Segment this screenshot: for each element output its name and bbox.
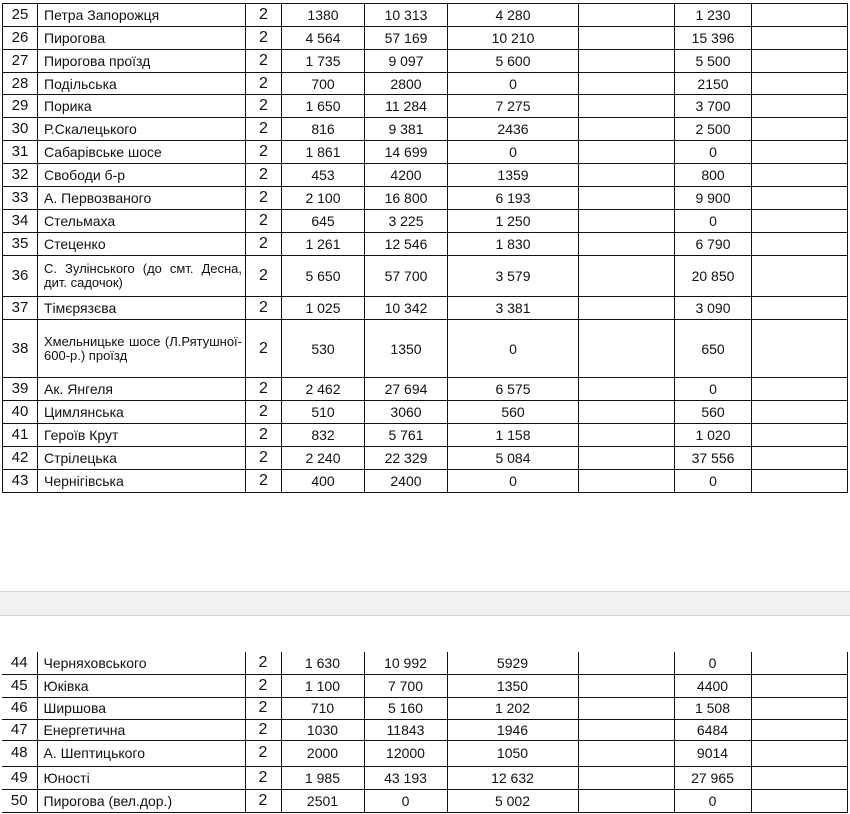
value-cell-1: 2000 bbox=[281, 740, 364, 766]
row-number-cell: 40 bbox=[3, 401, 38, 424]
value-cell-5: 0 bbox=[675, 141, 752, 164]
value-cell-2: 4200 bbox=[365, 164, 448, 187]
value-cell-6 bbox=[752, 297, 848, 320]
value-cell-5: 27 965 bbox=[674, 766, 751, 789]
value-cell-1: 4 564 bbox=[282, 27, 365, 50]
value-cell-3: 0 bbox=[448, 73, 579, 95]
page-break-separator bbox=[0, 591, 850, 616]
street-name-cell: Ак. Янгеля bbox=[38, 378, 246, 401]
value-cell-3: 5 084 bbox=[448, 447, 579, 470]
value-cell-6 bbox=[752, 424, 848, 447]
lanes-cell: 2 bbox=[246, 164, 282, 187]
value-cell-6 bbox=[751, 789, 847, 812]
value-cell-2: 11843 bbox=[364, 719, 447, 740]
lanes-cell: 2 bbox=[246, 378, 282, 401]
streets-table-part-2 bbox=[2, 652, 848, 813]
row-number-cell: 33 bbox=[3, 187, 38, 210]
row-number-cell: 36 bbox=[3, 256, 38, 297]
value-cell-4 bbox=[579, 50, 675, 73]
value-cell-2: 14 699 bbox=[365, 141, 448, 164]
row-number-cell: 37 bbox=[3, 297, 38, 320]
lanes-cell: 2 bbox=[246, 297, 282, 320]
street-name-cell: Пирогова bbox=[38, 27, 246, 50]
value-cell-5: 6 790 bbox=[675, 233, 752, 256]
street-name-cell: Цимлянська bbox=[38, 401, 246, 424]
row-number-cell: 50 bbox=[2, 789, 37, 812]
value-cell-2: 3 225 bbox=[365, 210, 448, 233]
value-cell-1: 1 861 bbox=[282, 141, 365, 164]
table-row bbox=[3, 378, 848, 401]
value-cell-2: 2400 bbox=[365, 470, 448, 493]
row-number-cell: 48 bbox=[2, 740, 37, 766]
lanes-cell: 2 bbox=[245, 740, 281, 766]
table-row bbox=[3, 50, 848, 73]
table-row bbox=[3, 187, 848, 210]
value-cell-3: 1050 bbox=[447, 740, 578, 766]
value-cell-4 bbox=[578, 697, 674, 719]
value-cell-1: 1 985 bbox=[281, 766, 364, 789]
value-cell-5: 15 396 bbox=[675, 27, 752, 50]
row-number-cell: 47 bbox=[2, 719, 37, 740]
table-row bbox=[3, 27, 848, 50]
value-cell-6 bbox=[752, 4, 848, 27]
value-cell-6 bbox=[751, 719, 847, 740]
row-number-cell: 25 bbox=[3, 4, 38, 27]
value-cell-3: 1 250 bbox=[448, 210, 579, 233]
value-cell-4 bbox=[579, 470, 675, 493]
value-cell-1: 1 630 bbox=[281, 652, 364, 674]
value-cell-4 bbox=[578, 719, 674, 740]
value-cell-4 bbox=[579, 27, 675, 50]
value-cell-3: 12 632 bbox=[447, 766, 578, 789]
street-name-cell: Пирогова (вел.дор.) bbox=[37, 789, 245, 812]
value-cell-6 bbox=[752, 320, 848, 378]
value-cell-2: 7 700 bbox=[364, 674, 447, 697]
value-cell-3: 0 bbox=[448, 320, 579, 378]
value-cell-6 bbox=[752, 210, 848, 233]
value-cell-6 bbox=[751, 740, 847, 766]
row-number-cell: 34 bbox=[3, 210, 38, 233]
table-row bbox=[2, 674, 847, 697]
row-number-cell: 46 bbox=[2, 697, 37, 719]
table-row bbox=[3, 95, 848, 118]
value-cell-4 bbox=[579, 401, 675, 424]
street-name-cell: Пирогова проїзд bbox=[38, 50, 246, 73]
value-cell-1: 2501 bbox=[281, 789, 364, 812]
value-cell-1: 710 bbox=[281, 697, 364, 719]
lanes-cell: 2 bbox=[245, 697, 281, 719]
value-cell-4 bbox=[579, 73, 675, 95]
lanes-cell: 2 bbox=[246, 210, 282, 233]
value-cell-1: 5 650 bbox=[282, 256, 365, 297]
value-cell-3: 0 bbox=[448, 141, 579, 164]
lanes-cell: 2 bbox=[245, 766, 281, 789]
row-number-cell: 41 bbox=[3, 424, 38, 447]
value-cell-1: 1 650 bbox=[282, 95, 365, 118]
value-cell-2: 9 381 bbox=[365, 118, 448, 141]
street-name-cell: Петра Запорожця bbox=[38, 4, 246, 27]
value-cell-2: 27 694 bbox=[365, 378, 448, 401]
value-cell-3: 1359 bbox=[448, 164, 579, 187]
value-cell-3: 6 193 bbox=[448, 187, 579, 210]
table-row bbox=[3, 447, 848, 470]
table-row bbox=[3, 424, 848, 447]
value-cell-5: 4400 bbox=[674, 674, 751, 697]
row-number-cell: 26 bbox=[3, 27, 38, 50]
value-cell-1: 400 bbox=[282, 470, 365, 493]
street-name-cell: Стеценко bbox=[38, 233, 246, 256]
row-number-cell: 28 bbox=[3, 73, 38, 95]
value-cell-5: 9 900 bbox=[675, 187, 752, 210]
street-name-cell: Тімєрязєва bbox=[38, 297, 246, 320]
value-cell-1: 700 bbox=[282, 73, 365, 95]
value-cell-6 bbox=[751, 674, 847, 697]
row-number-cell: 32 bbox=[3, 164, 38, 187]
lanes-cell: 2 bbox=[246, 187, 282, 210]
street-name-cell: Свободи б-р bbox=[38, 164, 246, 187]
value-cell-1: 1 100 bbox=[281, 674, 364, 697]
value-cell-5: 5 500 bbox=[675, 50, 752, 73]
street-name-cell: Юності bbox=[37, 766, 245, 789]
lanes-cell: 2 bbox=[246, 73, 282, 95]
lanes-cell: 2 bbox=[246, 233, 282, 256]
value-cell-6 bbox=[752, 27, 848, 50]
lanes-cell: 2 bbox=[246, 401, 282, 424]
value-cell-2: 22 329 bbox=[365, 447, 448, 470]
value-cell-1: 510 bbox=[282, 401, 365, 424]
value-cell-4 bbox=[578, 740, 674, 766]
value-cell-5: 6484 bbox=[674, 719, 751, 740]
street-name-cell: Черняховського bbox=[37, 652, 245, 674]
value-cell-6 bbox=[751, 766, 847, 789]
lanes-cell: 2 bbox=[246, 95, 282, 118]
street-name-cell: Стельмаха bbox=[38, 210, 246, 233]
lanes-cell: 2 bbox=[246, 27, 282, 50]
value-cell-2: 12000 bbox=[364, 740, 447, 766]
value-cell-4 bbox=[578, 674, 674, 697]
value-cell-2: 3060 bbox=[365, 401, 448, 424]
value-cell-2: 57 169 bbox=[365, 27, 448, 50]
value-cell-6 bbox=[752, 256, 848, 297]
row-number-cell: 31 bbox=[3, 141, 38, 164]
street-name-cell: Р.Скалецького bbox=[38, 118, 246, 141]
value-cell-1: 2 100 bbox=[282, 187, 365, 210]
value-cell-3: 1946 bbox=[447, 719, 578, 740]
value-cell-2: 10 342 bbox=[365, 297, 448, 320]
table-row bbox=[3, 210, 848, 233]
table-row bbox=[3, 401, 848, 424]
table-row bbox=[2, 697, 847, 719]
row-number-cell: 27 bbox=[3, 50, 38, 73]
value-cell-4 bbox=[579, 4, 675, 27]
value-cell-1: 1 735 bbox=[282, 50, 365, 73]
value-cell-4 bbox=[579, 320, 675, 378]
value-cell-1: 816 bbox=[282, 118, 365, 141]
lanes-cell: 2 bbox=[245, 652, 281, 674]
value-cell-2: 57 700 bbox=[365, 256, 448, 297]
value-cell-5: 3 090 bbox=[675, 297, 752, 320]
value-cell-3: 1 158 bbox=[448, 424, 579, 447]
lanes-cell: 2 bbox=[245, 719, 281, 740]
value-cell-1: 453 bbox=[282, 164, 365, 187]
street-name-cell: Подільська bbox=[38, 73, 246, 95]
value-cell-5: 0 bbox=[674, 652, 751, 674]
value-cell-5: 1 230 bbox=[675, 4, 752, 27]
value-cell-2: 1350 bbox=[365, 320, 448, 378]
row-number-cell: 43 bbox=[3, 470, 38, 493]
value-cell-3: 10 210 bbox=[448, 27, 579, 50]
row-number-cell: 42 bbox=[3, 447, 38, 470]
lanes-cell: 2 bbox=[246, 118, 282, 141]
value-cell-5: 560 bbox=[675, 401, 752, 424]
value-cell-4 bbox=[579, 118, 675, 141]
value-cell-1: 1030 bbox=[281, 719, 364, 740]
value-cell-4 bbox=[579, 297, 675, 320]
row-number-cell: 39 bbox=[3, 378, 38, 401]
value-cell-2: 5 761 bbox=[365, 424, 448, 447]
value-cell-5: 0 bbox=[674, 789, 751, 812]
value-cell-4 bbox=[579, 164, 675, 187]
lanes-cell: 2 bbox=[246, 447, 282, 470]
value-cell-2: 12 546 bbox=[365, 233, 448, 256]
value-cell-6 bbox=[752, 233, 848, 256]
lanes-cell: 2 bbox=[246, 50, 282, 73]
value-cell-4 bbox=[579, 210, 675, 233]
lanes-cell: 2 bbox=[245, 789, 281, 812]
table-row bbox=[3, 297, 848, 320]
value-cell-5: 3 700 bbox=[675, 95, 752, 118]
table-row bbox=[3, 118, 848, 141]
lanes-cell: 2 bbox=[246, 320, 282, 378]
table-row bbox=[2, 719, 847, 740]
street-name-cell: А. Шептицького bbox=[37, 740, 245, 766]
row-number-cell: 49 bbox=[2, 766, 37, 789]
table-row bbox=[3, 164, 848, 187]
lanes-cell: 2 bbox=[246, 470, 282, 493]
value-cell-2: 5 160 bbox=[364, 697, 447, 719]
table-row bbox=[2, 766, 847, 789]
value-cell-5: 2 500 bbox=[675, 118, 752, 141]
value-cell-6 bbox=[752, 447, 848, 470]
street-name-cell: Порика bbox=[38, 95, 246, 118]
street-name-cell: Стрілецька bbox=[38, 447, 246, 470]
value-cell-6 bbox=[752, 401, 848, 424]
value-cell-3: 3 381 bbox=[448, 297, 579, 320]
value-cell-3: 560 bbox=[448, 401, 579, 424]
value-cell-6 bbox=[752, 164, 848, 187]
street-name-cell: Енергетична bbox=[37, 719, 245, 740]
value-cell-4 bbox=[579, 424, 675, 447]
value-cell-5: 0 bbox=[675, 210, 752, 233]
value-cell-4 bbox=[579, 141, 675, 164]
row-number-cell: 29 bbox=[3, 95, 38, 118]
value-cell-5: 0 bbox=[675, 470, 752, 493]
value-cell-3: 6 575 bbox=[448, 378, 579, 401]
lanes-cell: 2 bbox=[245, 674, 281, 697]
value-cell-3: 1 202 bbox=[447, 697, 578, 719]
value-cell-6 bbox=[752, 187, 848, 210]
value-cell-4 bbox=[578, 652, 674, 674]
row-number-cell: 44 bbox=[2, 652, 37, 674]
value-cell-3: 5 002 bbox=[447, 789, 578, 812]
value-cell-4 bbox=[578, 789, 674, 812]
value-cell-5: 650 bbox=[675, 320, 752, 378]
value-cell-2: 0 bbox=[364, 789, 447, 812]
value-cell-1: 1 261 bbox=[282, 233, 365, 256]
value-cell-6 bbox=[752, 50, 848, 73]
value-cell-6 bbox=[752, 378, 848, 401]
value-cell-1: 1380 bbox=[282, 4, 365, 27]
value-cell-4 bbox=[579, 447, 675, 470]
value-cell-2: 16 800 bbox=[365, 187, 448, 210]
street-name-cell: Ширшова bbox=[37, 697, 245, 719]
lanes-cell: 2 bbox=[246, 141, 282, 164]
value-cell-1: 645 bbox=[282, 210, 365, 233]
value-cell-5: 800 bbox=[675, 164, 752, 187]
value-cell-4 bbox=[579, 187, 675, 210]
value-cell-1: 2 240 bbox=[282, 447, 365, 470]
value-cell-4 bbox=[579, 95, 675, 118]
value-cell-5: 2150 bbox=[675, 73, 752, 95]
value-cell-2: 10 313 bbox=[365, 4, 448, 27]
value-cell-6 bbox=[752, 118, 848, 141]
value-cell-4 bbox=[579, 233, 675, 256]
value-cell-5: 37 556 bbox=[675, 447, 752, 470]
value-cell-4 bbox=[579, 378, 675, 401]
table-row bbox=[3, 233, 848, 256]
value-cell-3: 7 275 bbox=[448, 95, 579, 118]
streets-table-part-1 bbox=[2, 3, 848, 493]
value-cell-6 bbox=[752, 141, 848, 164]
value-cell-1: 2 462 bbox=[282, 378, 365, 401]
street-name-cell: Чернігівська bbox=[38, 470, 246, 493]
street-name-cell: Юківка bbox=[37, 674, 245, 697]
value-cell-1: 1 025 bbox=[282, 297, 365, 320]
value-cell-4 bbox=[579, 256, 675, 297]
value-cell-5: 20 850 bbox=[675, 256, 752, 297]
value-cell-6 bbox=[752, 95, 848, 118]
value-cell-6 bbox=[752, 470, 848, 493]
value-cell-3: 5929 bbox=[447, 652, 578, 674]
value-cell-6 bbox=[752, 73, 848, 95]
row-number-cell: 38 bbox=[3, 320, 38, 378]
street-name-cell: Сабарівське шосе bbox=[38, 141, 246, 164]
lanes-cell: 2 bbox=[246, 424, 282, 447]
value-cell-3: 1 830 bbox=[448, 233, 579, 256]
street-name-cell: А. Первозваного bbox=[38, 187, 246, 210]
value-cell-3: 0 bbox=[448, 470, 579, 493]
street-name-cell: Хмельницьке шосе (Л.Рятушної- 600-р.) проїзд bbox=[38, 320, 246, 378]
value-cell-5: 1 020 bbox=[675, 424, 752, 447]
value-cell-2: 9 097 bbox=[365, 50, 448, 73]
value-cell-3: 4 280 bbox=[448, 4, 579, 27]
value-cell-1: 832 bbox=[282, 424, 365, 447]
table-row bbox=[3, 4, 848, 27]
row-number-cell: 35 bbox=[3, 233, 38, 256]
value-cell-6 bbox=[751, 652, 847, 674]
table-row bbox=[3, 141, 848, 164]
table-row bbox=[3, 320, 848, 378]
value-cell-3: 3 579 bbox=[448, 256, 579, 297]
value-cell-3: 2436 bbox=[448, 118, 579, 141]
table-row bbox=[2, 740, 847, 766]
lanes-cell: 2 bbox=[246, 4, 282, 27]
value-cell-3: 5 600 bbox=[448, 50, 579, 73]
street-name-cell: Героїв Крут bbox=[38, 424, 246, 447]
value-cell-2: 11 284 bbox=[365, 95, 448, 118]
table-row bbox=[3, 256, 848, 297]
value-cell-5: 1 508 bbox=[674, 697, 751, 719]
value-cell-1: 530 bbox=[282, 320, 365, 378]
value-cell-2: 43 193 bbox=[364, 766, 447, 789]
value-cell-4 bbox=[578, 766, 674, 789]
table-row bbox=[2, 652, 847, 674]
table-row bbox=[2, 789, 847, 812]
value-cell-5: 0 bbox=[675, 378, 752, 401]
row-number-cell: 45 bbox=[2, 674, 37, 697]
row-number-cell: 30 bbox=[3, 118, 38, 141]
table-row bbox=[3, 470, 848, 493]
street-name-cell: С. Зулінського (до смт. Десна, дит. садочок) bbox=[38, 256, 246, 297]
value-cell-2: 2800 bbox=[365, 73, 448, 95]
value-cell-3: 1350 bbox=[447, 674, 578, 697]
table-row bbox=[3, 73, 848, 95]
lanes-cell: 2 bbox=[246, 256, 282, 297]
value-cell-5: 9014 bbox=[674, 740, 751, 766]
value-cell-2: 10 992 bbox=[364, 652, 447, 674]
value-cell-6 bbox=[751, 697, 847, 719]
